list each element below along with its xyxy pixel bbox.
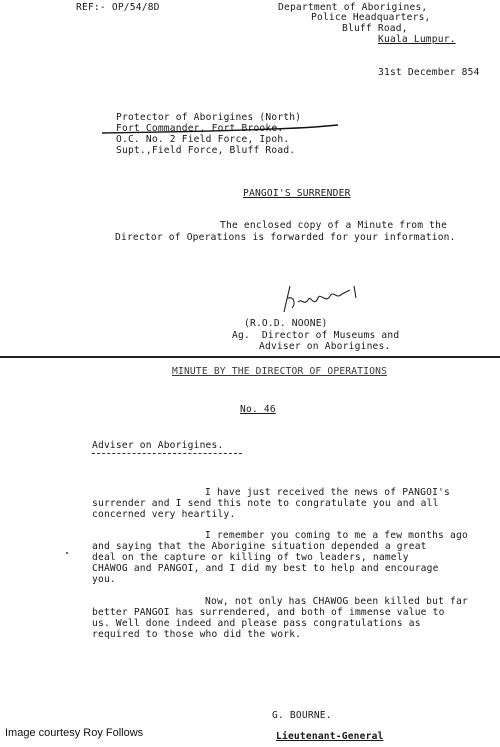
para2-line-1: I remember you coming to me a few months ago — [205, 530, 468, 541]
para1-line-3: concerned very heartily. — [92, 509, 236, 520]
recipient-4: Supt.,Field Force, Bluff Road. — [116, 145, 296, 156]
reference-number: REF:- OP/54/8D — [76, 2, 160, 13]
department-line-4: Kuala Lumpur. — [378, 34, 456, 45]
recipient-1: Protector of Aborigines (North) — [116, 112, 302, 123]
addressee-dashed-rule — [92, 453, 242, 455]
para1-line-2: surrender and I send this note to congratulate you and all — [92, 498, 439, 509]
department-line-2: Police Headquarters, — [311, 12, 431, 23]
image-caption: Image courtesy Roy Follows — [5, 727, 144, 739]
recipient-2: Fort Commander, Fort Brooke. — [116, 123, 284, 134]
letter-date: 31st December 854 — [378, 67, 480, 78]
section-divider — [0, 356, 500, 358]
para3-line-4: required to those who did the work. — [92, 629, 302, 640]
para2-line-3: deal on the capture or killing of two leaders, namely — [92, 552, 409, 563]
handwritten-signature — [270, 278, 366, 322]
cover-signatory-name: (R.O.D. NOONE) — [244, 318, 328, 329]
cover-signatory-title-2: Adviser on Aborigines. — [259, 341, 391, 352]
minute-signatory-name: G. BOURNE. — [272, 710, 332, 721]
cover-note-line-2: Director of Operations is forwarded for your information. — [115, 232, 456, 243]
minute-signatory-rank: Lieutenant-General — [276, 731, 384, 742]
para3-line-2: better PANGOI has surrendered, and both of immense value to — [92, 607, 445, 618]
ink-speck — [66, 552, 68, 554]
minute-heading: MINUTE BY THE DIRECTOR OF OPERATIONS — [172, 366, 388, 377]
recipient-3: O.C. No. 2 Field Force, Ipoh. — [116, 134, 290, 145]
cover-note-line-1: The enclosed copy of a Minute from the — [220, 220, 448, 231]
minute-number: No. 46 — [240, 404, 276, 415]
para3-line-3: us. Well done indeed and please pass congratulations as — [92, 618, 421, 629]
para1-line-1: I have just received the news of PANGOI's — [205, 487, 451, 498]
department-line-3: Bluff Road, — [342, 23, 408, 34]
para2-line-5: you. — [92, 574, 116, 585]
cover-signatory-title-1: Ag. Director of Museums and — [232, 330, 400, 341]
minute-addressee: Adviser on Aborigines. — [92, 440, 224, 451]
subject-heading: PANGOI'S SURRENDER — [243, 188, 351, 199]
department-line-1: Department of Aborigines, — [278, 2, 428, 13]
para2-line-4: CHAWOG and PANGOI, and I did my best to help and encourage — [92, 563, 439, 574]
para3-line-1: Now, not only has CHAWOG been killed but far — [205, 596, 468, 607]
para2-line-2: and saying that the Aborigine situation depended a great — [92, 541, 427, 552]
